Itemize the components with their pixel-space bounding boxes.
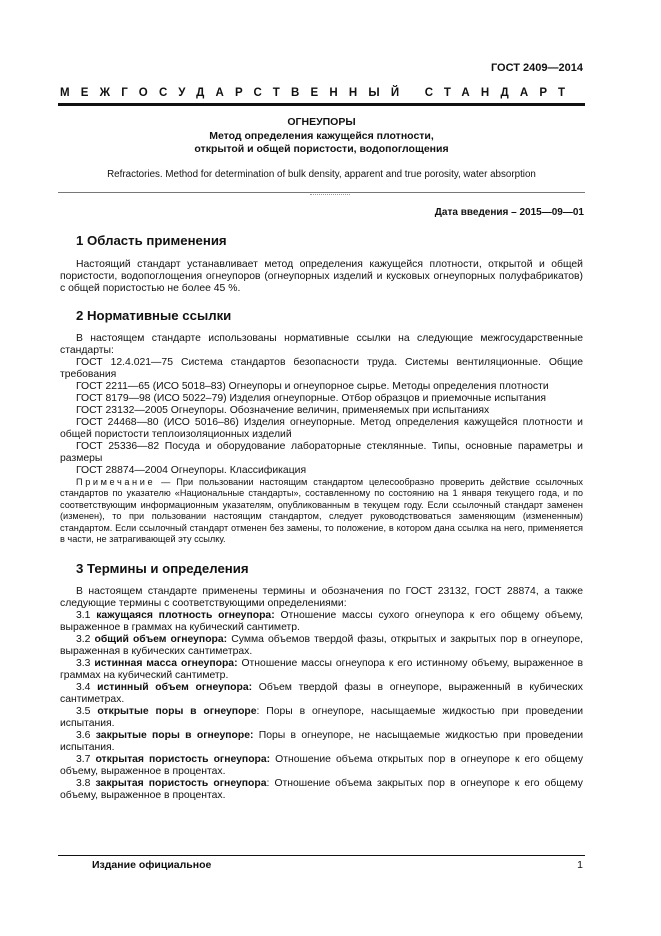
page-number: 1 [577, 859, 583, 871]
term-text: Объем твердой фазы в огнеупоре, выраженный в кубических сантиметрах. [60, 682, 584, 706]
section-1-heading: 1 Область применения [76, 233, 227, 248]
term-number: 3.6 [76, 730, 91, 742]
term-number: 3.5 [76, 706, 91, 718]
term-name: открытая пористость огнеупора: [95, 754, 271, 766]
reference-item: ГОСТ 28874—2004 Огнеупоры. Классификация [76, 465, 307, 476]
term-definition [60, 754, 583, 778]
term-number: 3.8 [76, 778, 91, 790]
term-name: закрытые поры в огнеупоре: [95, 730, 254, 742]
term-number: 3.1 [76, 610, 91, 622]
term-name: кажущаяся плотность огнеупора: [96, 610, 275, 622]
term-name: открытые поры в огнеупоре [97, 706, 257, 718]
reference-item: ГОСТ 24468—80 (ИСО 5016–86) Изделия огнеупорные. Метод определения кажущейся плотности и общей пористости теплоизоляционных изделий [60, 417, 583, 440]
term-name: общий объем огнеупора: [94, 634, 228, 646]
reference-item: ГОСТ 2211—65 (ИСО 5018–83) Огнеупоры и огнеупорное сырье. Методы определения плотности [76, 381, 549, 392]
term-definition [60, 634, 583, 658]
section-1-text: Настоящий стандарт устанавливает метод определения кажущейся плотности, открытой и общей пористости, водопоглощения огнеупоров (огнеупорных изделий и кусковых огнеупорных полуфабрикатов) с общей пористостью не более 45 %. [60, 259, 583, 294]
term-definition [60, 706, 583, 730]
title-line-1: ОГНЕУПОРЫ [287, 116, 356, 128]
term-text: Поры в огнеупоре, не насыщаемые жидкостью при проведении испытания. [60, 730, 584, 754]
reference-item: ГОСТ 23132—2005 Огнеупоры. Обозначение величин, применяемых при испытаниях [76, 405, 490, 416]
section-2-intro: В настоящем стандарте использованы нормативные ссылки на следующие межгосударственные стандарты: [60, 333, 583, 356]
term-number: 3.2 [76, 634, 91, 646]
document-number: ГОСТ 2409—2014 [490, 62, 583, 74]
term-definition [60, 658, 583, 682]
english-title: Refractories. Method for determination of bulk density, apparent and true porosity, water absorption [107, 169, 536, 180]
footer-rule [58, 855, 585, 856]
document-body [60, 226, 583, 802]
title-rule [58, 192, 585, 193]
header-rule [58, 103, 585, 106]
title-line-2: Метод определения кажущейся плотности, [209, 129, 434, 142]
term-text: Отношение массы огнеупора к его истинному объему, выраженное в граммах на кубический сантиметр. [60, 658, 584, 682]
title-line-3: открытой и общей пористости, водопоглощения [194, 143, 449, 155]
introduction-date: Дата введения – 2015—09—01 [434, 207, 584, 218]
document-title [58, 116, 585, 157]
note-label: Примечание [76, 477, 156, 487]
term-name: истинная масса огнеупора: [94, 658, 238, 670]
term-number: 3.3 [76, 658, 91, 670]
term-text: Сумма объемов твердой фазы, открытых и закрытых пор в огнеупоре, выраженная в кубических сантиметрах. [60, 634, 584, 658]
section-3-intro: В настоящем стандарте применены термины и обозначения по ГОСТ 23132, ГОСТ 28874, а также следующие термины с соответствующими определениями: [60, 586, 583, 610]
term-definition [60, 682, 583, 706]
term-text: : Поры в огнеупоре, насыщаемые жидкостью при проведении испытания. [60, 706, 584, 730]
reference-item: ГОСТ 8179—98 (ИСО 5022–79) Изделия огнеупорные. Отбор образцов и приемочные испытания [76, 393, 546, 404]
term-definition [60, 778, 583, 802]
term-name: закрытая пористость огнеупора [95, 778, 267, 790]
standard-type-banner: МЕЖГОСУДАРСТВЕННЫЙ СТАНДАРТ [60, 87, 577, 99]
term-name: истинный объем огнеупора: [97, 682, 253, 694]
edition-label: Издание официальное [92, 859, 212, 871]
section-3-heading: 3 Термины и определения [76, 561, 249, 577]
reference-item: ГОСТ 12.4.021—75 Система стандартов безопасности труда. Системы вентиляционные. Общие требования [60, 357, 583, 380]
references-note [60, 477, 583, 545]
term-definition [60, 610, 583, 634]
term-text: Отношение массы сухого огнеупора к его общему объему, выраженное в граммах на кубический сантиметр. [60, 610, 584, 634]
reference-item: ГОСТ 25336—82 Посуда и оборудование лабораторные стеклянные. Типы, основные параметры и размеры [60, 441, 583, 464]
section-2-heading: 2 Нормативные ссылки [76, 308, 232, 323]
term-definition [60, 730, 583, 754]
title-rule-dots [310, 194, 350, 196]
term-number: 3.4 [76, 682, 91, 694]
term-text: : Отношение объема закрытых пор в огнеупоре к его общему объему, выраженное в процентах. [60, 778, 583, 802]
term-text: Отношение объема открытых пор в огнеупоре к его общему объему, выраженное в процентах. [60, 754, 584, 778]
term-number: 3.7 [76, 754, 91, 766]
note-text: — При пользовании настоящим стандартом целесообразно проверить действие ссылочных стандартов по указателю «Национальные стандарты», составленному по состоянию на 1 января текущего года, и по соответствующим информационным указателям, опубликованным в текущем году. Если ссылочный стандарт заменен (изменен), то при пользовании настоящим стандартом, следует руководствоваться заменяющим (измененным) стандартом. Если ссылочный стандарт отменен без замены, то положение, в котором дана ссылка на него, применяется в части, не затрагивающей эту ссылку. [60, 477, 583, 545]
